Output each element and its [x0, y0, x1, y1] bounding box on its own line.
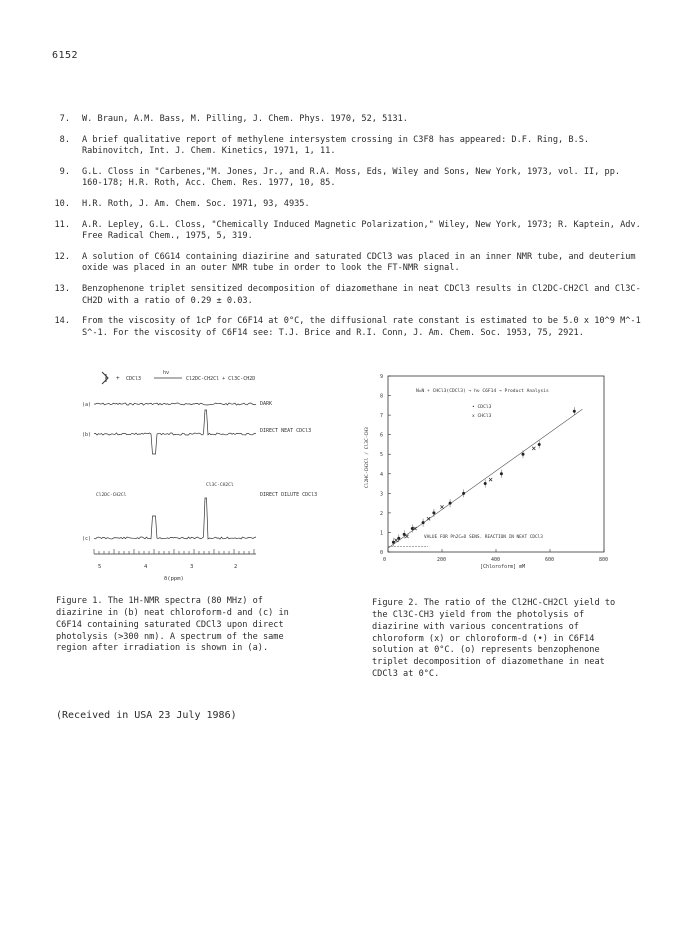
chcl3-point: [427, 517, 430, 520]
chcl3-point: [395, 539, 398, 542]
reference-item: [34, 316, 644, 339]
y-tick-label: 2: [380, 510, 384, 517]
figure-1-caption: Figure 1. The 1H-NMR spectra (80 MHz) of diazirine in (b) neat chloroform-d and (c) in C6F14 containing saturated CDCl3 upon direct photolysis (>300 nm). A spectrum of the same region after irradiation is shown in (a).: [56, 596, 289, 654]
cdcl3-point: [392, 541, 395, 544]
reference-text: G.L. Closs in "Carbenes,"M. Jones, Jr., and R.A. Moss, Eds, Wiley and Sons, New York, 1973, vol. II, pp. 160-178; H.R. Roth, Acc. Chem. Res. 1977, 10, 85.: [82, 166, 621, 189]
cdcl3-point: [484, 482, 487, 485]
reaction-scheme: [102, 370, 255, 384]
cdcl3-point: [411, 527, 414, 530]
ppm-tick-label: 2: [234, 564, 238, 570]
y-axis-label: Cl2HC-CH2Cl / Cl3C-CH3: [365, 427, 370, 488]
trace-a-note: DARK: [260, 401, 273, 407]
trace-b-label: (b): [82, 432, 92, 438]
scheme-reagent: CDCl3: [126, 376, 142, 382]
received-date: (Received in USA 23 July 1986): [56, 710, 237, 721]
y-tick-label: 3: [380, 491, 384, 498]
plot-border: [388, 376, 604, 552]
trace-b-note: DIRECT NEAT CDCl3: [260, 428, 312, 434]
reference-number: 14.: [54, 316, 70, 327]
diazirine-structure-icon: [102, 372, 108, 384]
reference-item: [34, 284, 644, 307]
ppm-tick-label: 4: [144, 564, 148, 570]
reference-item: [34, 167, 644, 190]
trace-a-label: (a): [82, 402, 92, 408]
reference-number: 9.: [59, 166, 70, 177]
fit-line: [388, 409, 582, 548]
reference-number: 11.: [54, 219, 70, 230]
peak-label-right: Cl3C-CH2Cl: [206, 483, 234, 488]
reference-item: [34, 135, 644, 158]
ppm-axis: [94, 549, 256, 582]
trace-c-label: (c): [82, 536, 92, 542]
peak-label-left: Cl2DC-CH2Cl: [96, 493, 127, 498]
data-marks: [388, 407, 582, 548]
ppm-tick-label: 5: [98, 564, 102, 570]
cdcl3-point: [422, 521, 425, 524]
x-tick-label: 200: [437, 557, 447, 563]
cdcl3-point: [432, 511, 435, 514]
nmr-spectra-svg: [56, 368, 318, 588]
reference-item: [34, 114, 644, 126]
scheme-plus: +: [116, 375, 120, 382]
x-tick-label: 600: [545, 557, 555, 563]
reference-annotation: VALUE FOR Ph2C=O SENS. REACTION IN NEAT CDCl3: [424, 535, 543, 540]
references-list: [34, 114, 644, 348]
y-tick-label: 9: [380, 374, 384, 380]
reference-text: W. Braun, A.M. Bass, M. Pilling, J. Chem. Phys. 1970, 52, 5131.: [82, 114, 408, 124]
cdcl3-point: [462, 492, 465, 495]
chcl3-point: [405, 535, 408, 538]
trace-b-line: [94, 410, 256, 454]
reference-text: A brief qualitative report of methylene intersystem crossing in C3F8 has appeared: D.F. Ring, B.S. Rabinovitch, Int. J. Chem. Kinetics, 1971, 1, 11.: [82, 134, 590, 157]
cdcl3-point: [397, 537, 400, 540]
chart-frame: [388, 376, 604, 552]
x-tick-label: 400: [491, 557, 501, 563]
y-tick-label: 8: [380, 393, 384, 400]
figure-2-ratio-chart: [360, 368, 624, 590]
y-tick-label: 0: [380, 550, 384, 556]
scheme-products: Cl2DC-CH2Cl + Cl3C-CH2D: [186, 376, 256, 382]
spectrum-traces: [94, 403, 256, 539]
cdcl3-point: [573, 410, 576, 413]
figure-2-caption: Figure 2. The ratio of the Cl2HC-CH2Cl yield to the Cl3C-CH3 yield from the photolysis of diazirine with various concentrations of chloroform (x) or chloroform-d (•) in C6F14 solution at 0°C. (o) represents benzophenone triplet decomposition of diazomethane in neat CDCl3 at 0°C.: [372, 598, 616, 680]
chcl3-point: [532, 447, 535, 450]
ppm-tick-label: 3: [190, 564, 194, 570]
x-axis-label: [Chloroform] mM: [480, 564, 526, 570]
reference-text: From the viscosity of 1cP for C6F14 at 0°C, the diffusional rate constant is estimated to be 5.0 x 10^9 M^-1 S^-1. For the viscosity of C6F14 see: T.J. Brice and R.I. Conn, J. Am. Chem. Soc. 1953, 75, 2921.: [82, 316, 641, 338]
y-tick-label: 4: [380, 471, 384, 478]
cdcl3-point: [500, 472, 503, 475]
trace-c-line: [94, 498, 256, 539]
y-tick-label: 6: [380, 432, 384, 439]
cdcl3-point: [449, 502, 452, 505]
y-tick-label: 7: [380, 413, 384, 420]
legend-marker-cdcl3: • CDCl3: [472, 405, 492, 410]
reference-item: [34, 199, 644, 211]
x-tick-label: 0: [383, 557, 387, 563]
x-tick-label: 800: [599, 557, 609, 563]
reference-number: 8.: [59, 134, 70, 145]
reference-item: [34, 252, 644, 275]
reference-text: H.R. Roth, J. Am. Chem. Soc. 1971, 93, 4935.: [82, 198, 310, 209]
page-number: 6152: [52, 50, 79, 61]
chcl3-point: [440, 505, 443, 508]
cdcl3-point: [403, 533, 406, 536]
figure-1-nmr-spectra: [56, 368, 318, 588]
cdcl3-point: [538, 443, 541, 446]
reference-number: 7.: [59, 114, 70, 124]
legend-reaction: N=N + CHCl3(CDCl3) → hν C6F14 → Product Analysis: [416, 389, 549, 394]
trace-a-line: [94, 403, 256, 405]
reference-item: [34, 220, 644, 243]
reference-number: 12.: [54, 251, 70, 262]
legend-marker-chcl3: x CHCl3: [472, 414, 492, 419]
y-tick-label: 1: [380, 530, 384, 537]
reference-text: A.R. Lepley, G.L. Closs, "Chemically Induced Magnetic Polarization," Wiley, New York, 1973; R. Kaptein, Adv. Free Radical Chem., 1975, 5, 319.: [82, 219, 641, 242]
ppm-axis-label: δ(ppm): [164, 576, 184, 582]
chcl3-point: [489, 478, 492, 481]
reference-number: 13.: [54, 283, 70, 294]
y-tick-label: 5: [380, 452, 384, 459]
reference-text: Benzophenone triplet sensitized decomposition of diazomethane in neat CDCl3 results in Cl2DC-CH2Cl and Cl3C-CH2D with a ratio of 0.29 ± 0.03.: [82, 283, 641, 306]
chcl3-point: [413, 527, 416, 530]
reference-text: A solution of C6G14 containing diazirine and saturated CDCl3 was placed in an inner NMR tube, and deuterium oxide was placed in an outer NMR tube in order to look the FT-NMR signal.: [82, 251, 636, 274]
trace-c-note: DIRECT DILUTE CDCl3: [260, 492, 318, 498]
ratio-chart-svg: [360, 368, 624, 590]
cdcl3-point: [522, 453, 525, 456]
reference-number: 10.: [54, 198, 70, 209]
scheme-arrow-label: hν: [163, 370, 170, 376]
